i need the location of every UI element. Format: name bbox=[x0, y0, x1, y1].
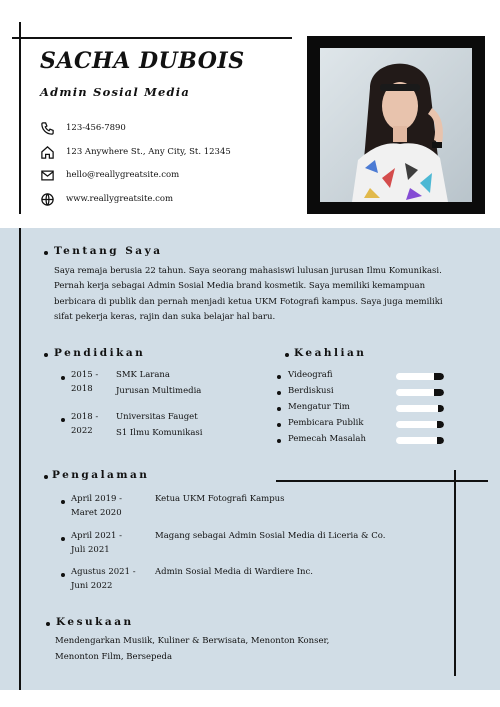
skill-level-fill bbox=[434, 389, 444, 396]
education-major: Jurusan Multimedia bbox=[116, 386, 202, 396]
skill-bullet bbox=[277, 423, 281, 427]
skill-bullet bbox=[277, 439, 281, 443]
skill-level-bar bbox=[396, 421, 444, 428]
website-text: www.reallygreatsite.com bbox=[66, 194, 174, 204]
mail-icon bbox=[38, 166, 56, 184]
skill-level-bar bbox=[396, 373, 444, 380]
experience-title: Pengalaman bbox=[52, 469, 150, 481]
experience-desc: Magang sebagai Admin Sosial Media di Liceria & Co. bbox=[155, 531, 386, 541]
home-icon bbox=[38, 143, 56, 161]
skills-title: Keahlian bbox=[294, 347, 367, 359]
profile-photo bbox=[320, 48, 472, 202]
address-text: 123 Anywhere St., Any City, St. 12345 bbox=[66, 147, 231, 157]
skill-label: Videografi bbox=[288, 370, 333, 380]
experience-date-start: April 2021 - bbox=[71, 531, 122, 541]
experience-item-bullet bbox=[61, 573, 65, 577]
skill-level-fill bbox=[437, 421, 444, 428]
experience-date-end: Maret 2020 bbox=[71, 508, 122, 518]
skill-bullet bbox=[277, 375, 281, 379]
phone-text: 123-456-7890 bbox=[66, 123, 126, 133]
hobbies-line-1: Mendengarkan Musiik, Kuliner & Berwisata, Menonton Konser, bbox=[55, 636, 330, 646]
panel-left-rule bbox=[19, 228, 21, 690]
experience-desc: Admin Sosial Media di Wardiere Inc. bbox=[155, 567, 313, 577]
education-year-end: 2022 bbox=[71, 426, 93, 436]
header-top-rule bbox=[12, 37, 292, 39]
experience-item-bullet bbox=[61, 537, 65, 541]
education-item-bullet bbox=[61, 376, 65, 380]
header-left-rule bbox=[19, 22, 21, 214]
experience-date-start: Agustus 2021 - bbox=[71, 567, 136, 577]
skill-level-bar bbox=[396, 389, 444, 396]
education-major: S1 Ilmu Komunikasi bbox=[116, 428, 203, 438]
skill-bullet bbox=[277, 391, 281, 395]
skill-label: Pemecah Masalah bbox=[288, 434, 366, 444]
contact-phone[interactable] bbox=[38, 119, 126, 137]
phone-icon bbox=[38, 119, 56, 137]
skill-level-bar bbox=[396, 405, 444, 412]
skill-label: Pembicara Publik bbox=[288, 418, 364, 428]
education-title: Pendidikan bbox=[54, 347, 146, 359]
email-text: hello@reallygreatsite.com bbox=[66, 170, 180, 180]
experience-date-end: Juni 2022 bbox=[71, 581, 113, 591]
candidate-name: SACHA DUBOIS bbox=[40, 48, 245, 74]
education-year-start: 2015 - bbox=[71, 370, 99, 380]
skill-label: Berdiskusi bbox=[288, 386, 334, 396]
education-bullet bbox=[44, 353, 48, 357]
experience-item-bullet bbox=[61, 500, 65, 504]
skill-bullet bbox=[277, 407, 281, 411]
skills-bullet bbox=[285, 353, 289, 357]
experience-rule-horizontal bbox=[276, 480, 488, 482]
contact-website[interactable] bbox=[38, 190, 173, 208]
hobbies-line-2: Menonton Film, Bersepeda bbox=[55, 652, 173, 662]
hobbies-bullet bbox=[46, 622, 50, 626]
skill-level-fill bbox=[434, 373, 444, 380]
hobbies-title: Kesukaan bbox=[56, 616, 134, 628]
contact-email[interactable] bbox=[38, 166, 179, 184]
education-school: Universitas Fauget bbox=[116, 412, 198, 422]
about-bullet bbox=[44, 251, 48, 255]
profile-photo-frame bbox=[307, 36, 485, 214]
experience-date-start: April 2019 - bbox=[71, 494, 122, 504]
experience-desc: Ketua UKM Fotografi Kampus bbox=[155, 494, 285, 504]
skill-level-fill bbox=[437, 437, 444, 444]
experience-rule-vertical bbox=[454, 470, 456, 676]
about-text: Saya remaja berusia 22 tahun. Saya seorang mahasiswi lulusan jurusan Ilmu Komunikasi. Pernah kerja sebagai Admin Sosial Media brand kosmetik. Saya memiliki kemampuan berbicara di publik dan pernah menjadi ketua UKM Fotografi kampus. Saya juga memiliki sifat pekerja keras, rajin dan suka belajar hal baru. bbox=[54, 266, 443, 322]
experience-date-end: Juli 2021 bbox=[71, 545, 110, 555]
skill-label: Mengatur Tim bbox=[288, 402, 350, 412]
candidate-role: Admin Sosial Media bbox=[40, 85, 191, 99]
contact-address bbox=[38, 143, 231, 161]
experience-bullet bbox=[44, 475, 48, 479]
globe-icon bbox=[38, 190, 56, 208]
education-year-start: 2018 - bbox=[71, 412, 99, 422]
education-school: SMK Larana bbox=[116, 370, 170, 380]
about-title: Tentang Saya bbox=[54, 245, 163, 257]
education-year-end: 2018 bbox=[71, 384, 93, 394]
skill-level-bar bbox=[396, 437, 444, 444]
education-item-bullet bbox=[61, 418, 65, 422]
